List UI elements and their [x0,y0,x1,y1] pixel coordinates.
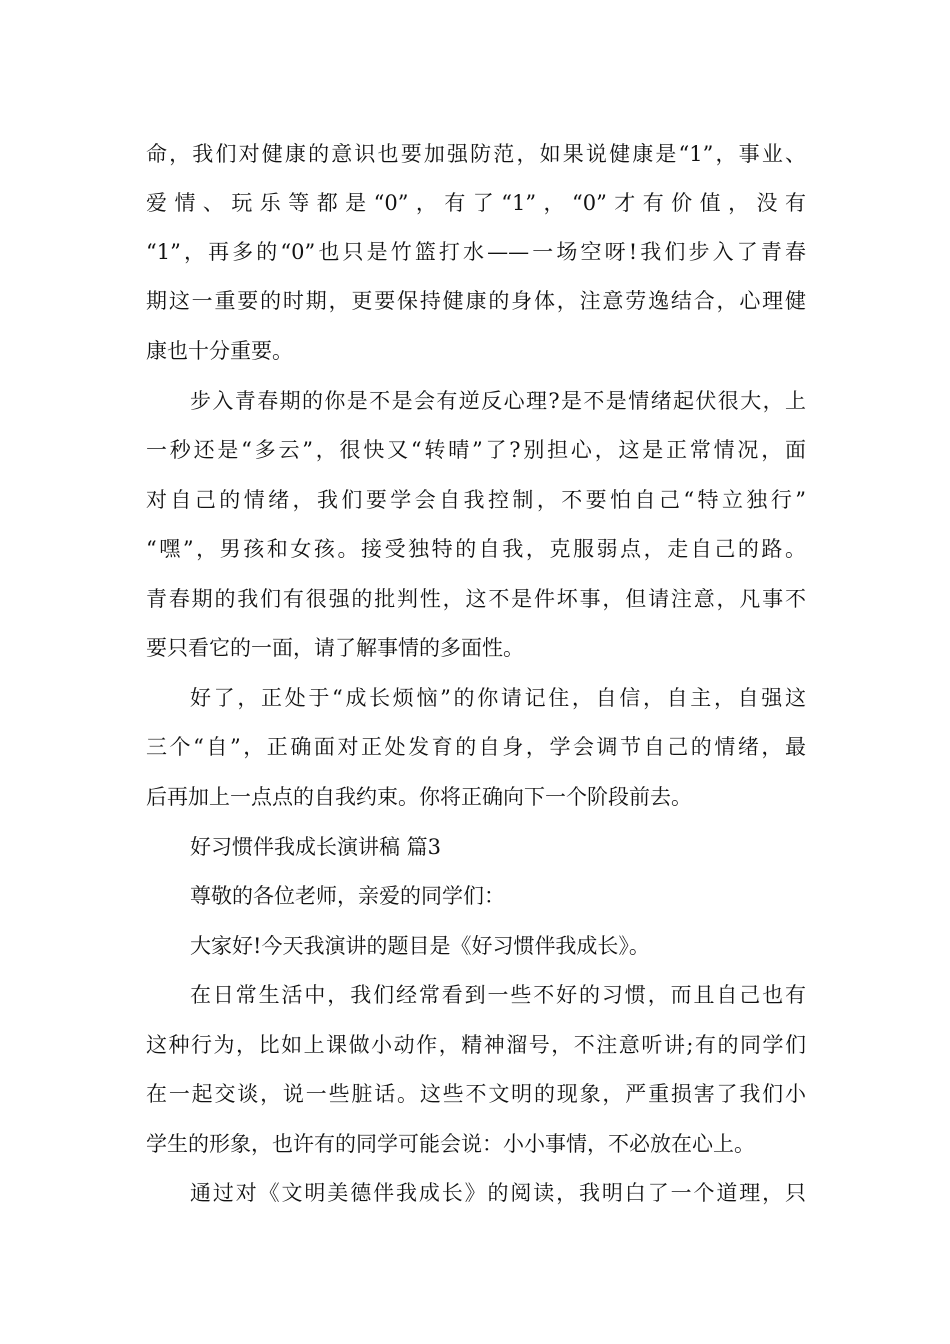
text-line: 学生的形象，也许有的同学可能会说：小小事情，不必放在心上。 [146,1132,755,1156]
text-line: 在一起交谈，说一些脏话。这些不文明的现象，严重损害了我们小 [146,1082,806,1106]
text-line: 一秒还是“多云”，很快又“转晴”了?别担心，这是正常情况，面 [146,438,806,462]
text-line: 期这一重要的时期，更要保持健康的身体，注意劳逸结合，心理健 [146,289,806,313]
text-line: 三个“自”，正确面对正处发育的自身，学会调节自己的情绪，最 [146,735,806,759]
text-line: 青春期的我们有很强的批判性，这不是件坏事，但请注意，凡事不 [146,587,806,611]
paragraph-first-line: 好了，正处于“成长烦恼”的你请记住，自信，自主，自强这 [190,686,806,710]
paragraph-first-line: 在日常生活中，我们经常看到一些不好的习惯，而且自己也有 [190,983,806,1007]
text-line: “嘿”，男孩和女孩。接受独特的自我，克服弱点，走自己的路。 [146,537,806,561]
text-line: 对自己的情绪，我们要学会自我控制，不要怕自己“特立独行” [146,488,806,512]
paragraph-first-line: 通过对《文明美德伴我成长》的阅读，我明白了一个道理，只 [190,1181,806,1205]
section-heading: 好习惯伴我成长演讲稿 篇3 [190,835,442,859]
text-line: 这种行为，比如上课做小动作，精神溜号，不注意听讲;有的同学们 [146,1033,806,1057]
salutation: 尊敬的各位老师，亲爱的同学们： [190,884,505,908]
text-line: 康也十分重要。 [146,339,293,363]
greeting: 大家好!今天我演讲的题目是《好习惯伴我成长》。 [190,934,650,958]
paragraph-first-line: 步入青春期的你是不是会有逆反心理?是不是情绪起伏很大，上 [190,389,806,413]
text-line: “1”，再多的“0”也只是竹篮打水——一场空呀!我们步入了青春 [146,240,806,264]
text-line: 要只看它的一面，请了解事情的多面性。 [146,636,524,660]
text-line: 爱情、玩乐等都是“0”，有了“1”，“0”才有价值，没有 [146,191,806,215]
text-line: 命，我们对健康的意识也要加强防范，如果说健康是“1”，事业、 [146,142,806,166]
text-line: 后再加上一点点的自我约束。你将正确向下一个阶段前去。 [146,785,692,809]
